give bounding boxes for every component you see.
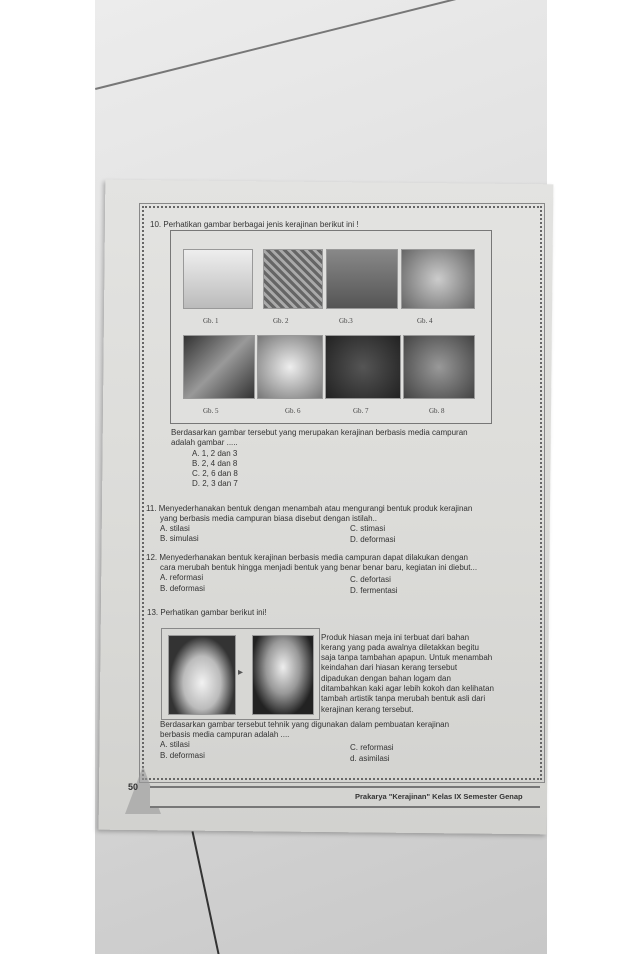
shell-image-before [168, 635, 236, 715]
q13-title: 13. Perhatikan gambar berikut ini! [147, 608, 267, 617]
q10-option-b: B. 2, 4 dan 8 [192, 459, 238, 468]
page-number: 50 [128, 782, 139, 792]
caption-gb1: Gb. 1 [203, 317, 219, 325]
q13-option-a: A. stilasi [160, 740, 190, 749]
q10-question: Berdasarkan gambar tersebut yang merupakan kerajinan berbasis media campuran [171, 428, 468, 437]
q12-question-cont: cara merubah bentuk hingga menjadi bentuk yang benar benar baru, kegiatan ini diebut... [160, 563, 478, 572]
q12-option-b: B. deformasi [160, 584, 205, 593]
q11-option-c: C. stimasi [350, 524, 386, 533]
q13-description-1: Produk hiasan meja ini terbuat dari bahan [321, 633, 470, 642]
q13-description-2: kerang yang pada awalnya diletakkan begitu [321, 643, 479, 652]
caption-gb5: Gb. 5 [203, 407, 219, 415]
caption-gb2: Gb. 2 [273, 317, 289, 325]
tile-grout-line [192, 831, 221, 954]
craft-image-1 [183, 249, 253, 309]
craft-image-8 [403, 335, 475, 399]
q13-description-8: kerajinan kerang tersebut. [321, 705, 414, 714]
craft-image-6 [257, 335, 323, 399]
q13-option-b: B. deformasi [160, 751, 205, 760]
craft-image-4 [401, 249, 475, 309]
q12-option-d: D. fermentasi [350, 586, 398, 595]
q13-question: Berdasarkan gambar tersebut tehnik yang digunakan dalam pembuatan kerajinan [160, 720, 450, 729]
q11-option-d: D. deformasi [350, 535, 396, 544]
q13-description-5: dipadukan dengan bahan logam dan [321, 674, 451, 683]
caption-gb8: Gb. 8 [429, 407, 445, 415]
q13-description-6: ditambahkan kaki agar lebih kokoh dan kelihatan [321, 684, 495, 693]
q10-option-a: A. 1, 2 dan 3 [192, 449, 238, 458]
q11-question-cont: yang berbasis media campuran biasa disebut dengan istilah.. [160, 514, 378, 523]
caption-gb7: Gb. 7 [353, 407, 369, 415]
q10-title: 10. Perhatikan gambar berbagai jenis kerajinan berikut ini ! [150, 220, 359, 229]
q13-option-c: C. reformasi [350, 743, 394, 752]
q10-option-c: C. 2, 6 dan 8 [192, 469, 238, 478]
q10-option-d: D. 2, 3 dan 7 [192, 479, 238, 488]
q12-option-c: C. defortasi [350, 575, 391, 584]
q10-image-panel [170, 230, 492, 424]
q13-description-3: saja tanpa tambahan apapun. Untuk menambah [321, 653, 493, 662]
q13-description-7: tambah artistik tanpa merubah bentuk asli dari [321, 694, 486, 703]
q12-question: 12. Menyederhanakan bentuk kerajinan berbasis media campuran dapat dilakukan dengan [146, 553, 468, 562]
q12-option-a: A. reformasi [160, 573, 204, 582]
q10-question-cont: adalah gambar ..... [171, 438, 238, 447]
tile-grout-line [95, 0, 542, 90]
book-title: Prakarya "Kerajinan" Kelas IX Semester Genap [355, 792, 523, 801]
shell-image-after [252, 635, 314, 715]
caption-gb3: Gb.3 [339, 317, 353, 325]
q13-question-cont: berbasis media campuran adalah .... [160, 730, 290, 739]
q11-question: 11. Menyederhanakan bentuk dengan menambah atau mengurangi bentuk produk kerajinan [146, 504, 473, 513]
craft-image-3 [326, 249, 398, 309]
q13-option-d: d. asimilasi [350, 754, 390, 763]
craft-image-7 [325, 335, 401, 399]
q11-option-b: B. simulasi [160, 534, 199, 543]
q11-option-a: A. stilasi [160, 524, 190, 533]
craft-image-5 [183, 335, 255, 399]
q13-description-4: keindahan dari hiasan kerang tersebut [321, 663, 458, 672]
caption-gb4: Gb. 4 [417, 317, 433, 325]
q13-image-panel [161, 628, 320, 720]
caption-gb6: Gb. 6 [285, 407, 301, 415]
craft-image-2 [263, 249, 323, 309]
arrow-icon: ▸ [238, 667, 244, 678]
